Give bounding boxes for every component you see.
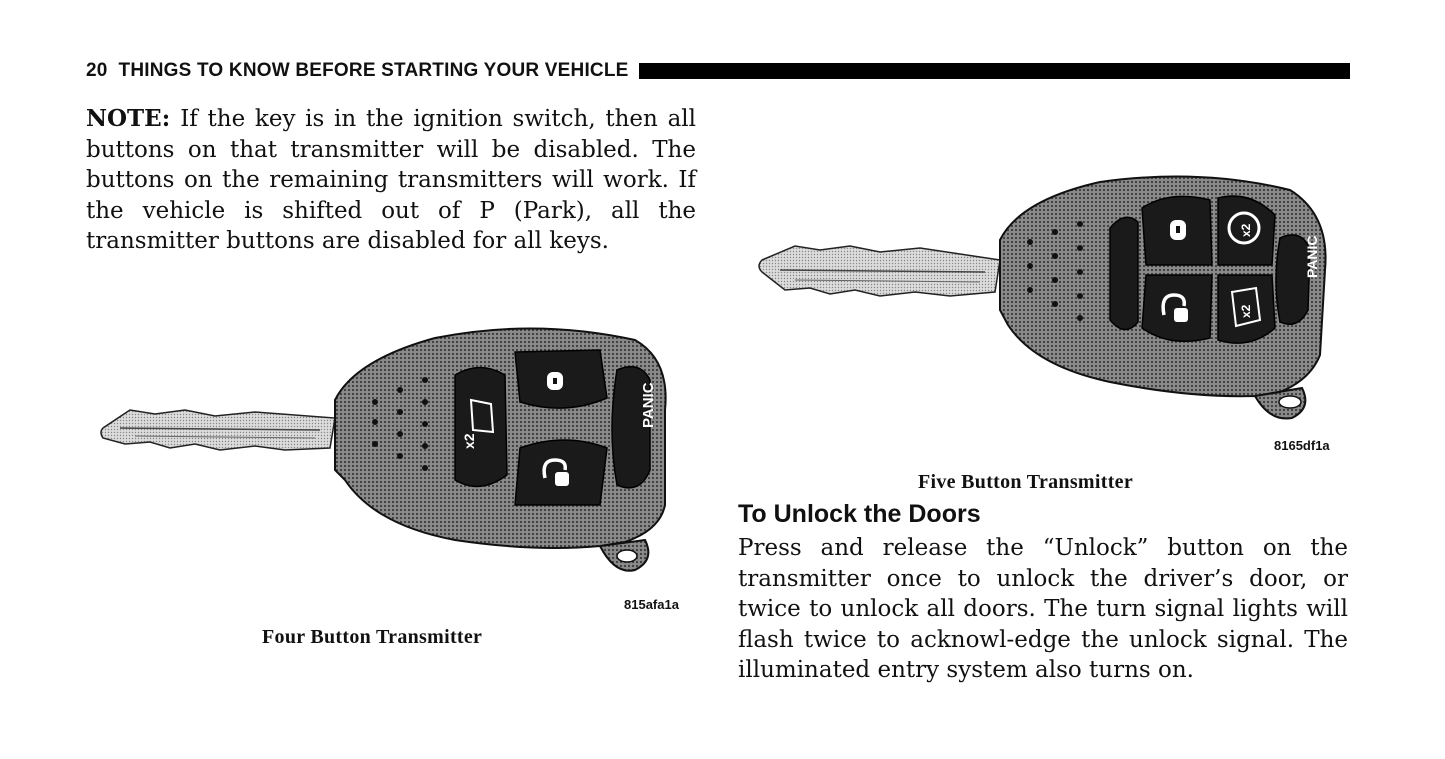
trunk-label: x2 <box>1239 304 1253 318</box>
page-header-text <box>86 60 629 82</box>
trunk-button <box>1218 275 1275 343</box>
panic-label: PANIC <box>640 382 657 428</box>
section-title-unlock: To Unlock the Doors <box>738 500 981 528</box>
figure-code-four: 815afa1a <box>624 597 679 612</box>
page-header <box>86 58 1350 84</box>
remote-start-label: x2 <box>1239 223 1253 237</box>
four-button-transmitter-figure <box>95 320 695 590</box>
lock-button <box>515 350 607 408</box>
unlock-paragraph: Press and release the “Unlock” button on the transmitter once to unlock the driver’s door, or twice to unlock all doors. The turn signal lights will flash twice to acknowl-edge the unlock signal. The illuminated entry system also turns on. <box>738 535 1348 683</box>
blank-button <box>1110 217 1138 329</box>
unlock-button <box>515 440 607 505</box>
five-button-transmitter-figure <box>750 160 1350 440</box>
page-number: 20 <box>86 60 108 81</box>
caption-four-button: Four Button Transmitter <box>262 626 483 648</box>
note-paragraph <box>86 104 696 257</box>
chapter-title: THINGS TO KNOW BEFORE STARTING YOUR VEHICLE <box>118 60 629 81</box>
trunk-label: x2 <box>461 433 477 449</box>
header-rule <box>639 63 1350 79</box>
unlock-button <box>1142 275 1212 341</box>
caption-five-button: Five Button Transmitter <box>918 471 1134 493</box>
note-text: If the key is in the ignition switch, then all buttons on that transmitter will be disabled. The buttons on the remaining transmitters will work. If the vehicle is shifted out of P (Park), all the transmitter buttons are disabled for all keys. <box>86 106 696 254</box>
trunk-button <box>455 368 507 487</box>
key-blade <box>759 246 1000 296</box>
panic-button <box>612 367 657 488</box>
panic-label: PANIC <box>1304 235 1320 278</box>
figure-code-five: 8165df1a <box>1274 438 1330 453</box>
note-label: NOTE: <box>86 105 171 132</box>
key-blade <box>101 410 335 450</box>
lock-button <box>1142 196 1212 265</box>
